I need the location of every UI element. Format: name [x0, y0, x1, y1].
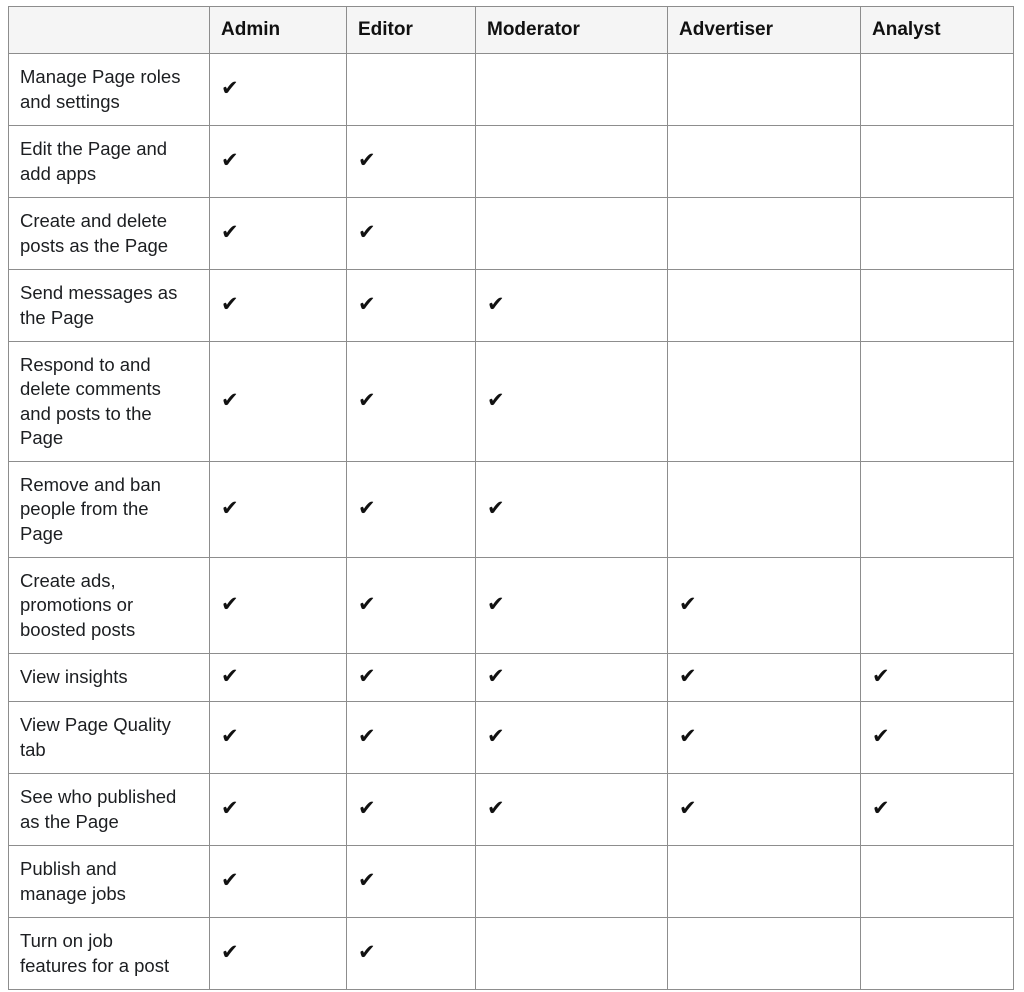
check-mark-icon: ✔	[347, 654, 476, 702]
check-mark-icon: ✔	[210, 654, 347, 702]
table-body	[9, 54, 1014, 990]
check-mark-icon: ✔	[861, 774, 1014, 846]
table-row	[9, 198, 1014, 270]
check-mark-icon: ✔	[210, 270, 347, 342]
header-corner	[9, 7, 210, 54]
empty-cell	[668, 198, 861, 270]
check-mark-icon: ✔	[210, 774, 347, 846]
empty-cell	[668, 54, 861, 126]
check-mark-icon: ✔	[861, 702, 1014, 774]
check-mark-icon: ✔	[476, 558, 668, 654]
permission-label: Send messages as the Page	[9, 270, 210, 342]
check-mark-icon: ✔	[476, 702, 668, 774]
check-mark-icon: ✔	[476, 270, 668, 342]
empty-cell	[668, 270, 861, 342]
permission-label: View Page Quality tab	[9, 702, 210, 774]
permission-label: Edit the Page and add apps	[9, 126, 210, 198]
permission-label: Manage Page roles and settings	[9, 54, 210, 126]
table-row	[9, 918, 1014, 990]
table-row	[9, 774, 1014, 846]
table-row	[9, 342, 1014, 462]
check-mark-icon: ✔	[210, 702, 347, 774]
check-mark-icon: ✔	[861, 654, 1014, 702]
check-mark-icon: ✔	[347, 126, 476, 198]
table-row	[9, 558, 1014, 654]
empty-cell	[476, 198, 668, 270]
empty-cell	[861, 558, 1014, 654]
check-mark-icon: ✔	[668, 774, 861, 846]
check-mark-icon: ✔	[668, 654, 861, 702]
check-mark-icon: ✔	[347, 558, 476, 654]
check-mark-icon: ✔	[210, 54, 347, 126]
empty-cell	[861, 342, 1014, 462]
table-row	[9, 846, 1014, 918]
check-mark-icon: ✔	[347, 918, 476, 990]
table-row	[9, 462, 1014, 558]
check-mark-icon: ✔	[668, 558, 861, 654]
permission-label: Remove and ban people from the Page	[9, 462, 210, 558]
table-row	[9, 126, 1014, 198]
empty-cell	[476, 846, 668, 918]
check-mark-icon: ✔	[476, 654, 668, 702]
check-mark-icon: ✔	[347, 702, 476, 774]
empty-cell	[476, 54, 668, 126]
check-mark-icon: ✔	[210, 462, 347, 558]
header-editor: Editor	[347, 7, 476, 54]
check-mark-icon: ✔	[476, 774, 668, 846]
header-row	[9, 7, 1014, 54]
header-admin: Admin	[210, 7, 347, 54]
permissions-table	[8, 6, 1014, 990]
empty-cell	[668, 918, 861, 990]
check-mark-icon: ✔	[347, 198, 476, 270]
table-row	[9, 702, 1014, 774]
check-mark-icon: ✔	[210, 918, 347, 990]
empty-cell	[861, 54, 1014, 126]
check-mark-icon: ✔	[668, 702, 861, 774]
empty-cell	[861, 198, 1014, 270]
permission-label: Create and delete posts as the Page	[9, 198, 210, 270]
empty-cell	[668, 342, 861, 462]
check-mark-icon: ✔	[347, 462, 476, 558]
permission-label: Respond to and delete comments and posts to the Page	[9, 342, 210, 462]
empty-cell	[861, 462, 1014, 558]
check-mark-icon: ✔	[347, 774, 476, 846]
header-analyst: Analyst	[861, 7, 1014, 54]
table-row	[9, 654, 1014, 702]
check-mark-icon: ✔	[210, 846, 347, 918]
check-mark-icon: ✔	[476, 342, 668, 462]
empty-cell	[347, 54, 476, 126]
empty-cell	[476, 918, 668, 990]
empty-cell	[668, 462, 861, 558]
empty-cell	[861, 270, 1014, 342]
empty-cell	[861, 918, 1014, 990]
table-row	[9, 54, 1014, 126]
empty-cell	[668, 126, 861, 198]
permission-label: View insights	[9, 654, 210, 702]
permission-label: See who published as the Page	[9, 774, 210, 846]
empty-cell	[861, 126, 1014, 198]
header-moderator: Moderator	[476, 7, 668, 54]
check-mark-icon: ✔	[210, 126, 347, 198]
permission-label: Create ads, promotions or boosted posts	[9, 558, 210, 654]
check-mark-icon: ✔	[210, 342, 347, 462]
check-mark-icon: ✔	[210, 558, 347, 654]
permission-label: Publish and manage jobs	[9, 846, 210, 918]
check-mark-icon: ✔	[347, 342, 476, 462]
table-row	[9, 270, 1014, 342]
check-mark-icon: ✔	[210, 198, 347, 270]
empty-cell	[668, 846, 861, 918]
check-mark-icon: ✔	[476, 462, 668, 558]
check-mark-icon: ✔	[347, 270, 476, 342]
permission-label: Turn on job features for a post	[9, 918, 210, 990]
check-mark-icon: ✔	[347, 846, 476, 918]
empty-cell	[861, 846, 1014, 918]
header-advertiser: Advertiser	[668, 7, 861, 54]
empty-cell	[476, 126, 668, 198]
